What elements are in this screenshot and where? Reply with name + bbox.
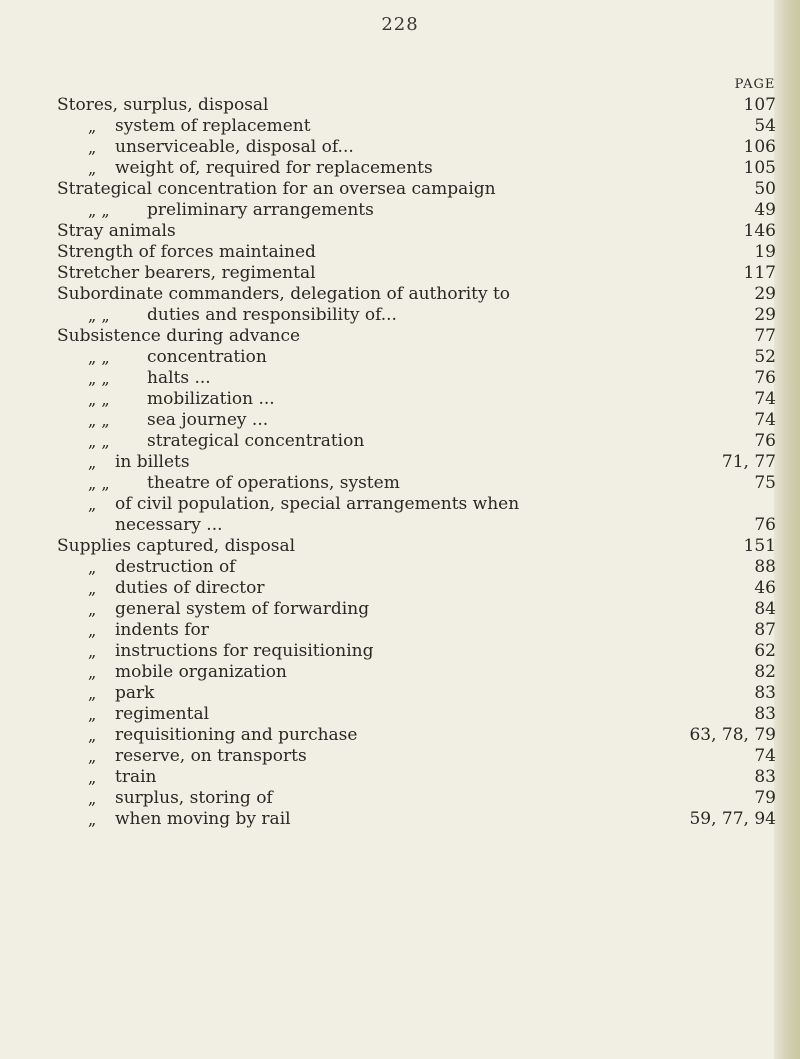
ditto-mark: „ „	[88, 201, 110, 220]
entry-text: Stretcher bearers, regimental	[57, 263, 316, 283]
entry-text: necessary ...	[115, 515, 223, 535]
index-entry	[0, 746, 800, 767]
index-entry	[0, 578, 800, 599]
entry-text: mobile organization	[115, 662, 287, 682]
page-reference: 146	[743, 221, 776, 241]
ditto-mark: „	[88, 579, 97, 598]
entry-text: surplus, storing of	[115, 788, 273, 808]
page-reference: 76	[754, 431, 776, 451]
ditto-mark: „	[88, 684, 97, 703]
index-entry	[0, 305, 800, 326]
index-entry	[0, 725, 800, 746]
entry-text: system of replacement	[115, 116, 311, 136]
page-reference: 83	[754, 704, 776, 724]
ditto-mark: „ „	[88, 411, 110, 430]
index-entry	[0, 683, 800, 704]
entry-text: in billets	[115, 452, 190, 472]
page-reference: 77	[754, 326, 776, 346]
page-reference: 46	[754, 578, 776, 598]
index-entry	[0, 599, 800, 620]
page-reference: 19	[754, 242, 776, 262]
page-reference: 52	[754, 347, 776, 367]
entry-text: preliminary arrangements	[147, 200, 374, 220]
index-entry	[0, 431, 800, 452]
index-entry	[0, 326, 800, 347]
entry-text: Strength of forces maintained	[57, 242, 316, 262]
index-entry	[0, 347, 800, 368]
page-reference: 74	[754, 746, 776, 766]
index-entry	[0, 704, 800, 725]
index-entry	[0, 494, 800, 515]
index-entry	[0, 557, 800, 578]
ditto-mark: „	[88, 642, 97, 661]
index-entry	[0, 767, 800, 788]
ditto-mark: „	[88, 747, 97, 766]
page-reference: 59, 77, 94	[689, 809, 776, 829]
ditto-mark: „	[88, 600, 97, 619]
page-reference: 106	[743, 137, 776, 157]
entry-text: instructions for requisitioning	[115, 641, 374, 661]
ditto-mark: „	[88, 768, 97, 787]
index-entry	[0, 221, 800, 242]
page-reference: 74	[754, 389, 776, 409]
entry-text: Subordinate commanders, delegation of authority to	[57, 284, 511, 304]
ditto-mark: „ „	[88, 369, 110, 388]
ditto-mark: „	[88, 117, 97, 136]
page-reference: 75	[754, 473, 776, 493]
entry-text: park	[115, 683, 155, 703]
page-reference: 49	[754, 200, 776, 220]
index-entry	[0, 158, 800, 179]
entry-text: halts ...	[147, 368, 211, 388]
entry-text: Stray animals	[57, 221, 176, 241]
page-number: 228	[381, 14, 419, 35]
page-reference: 88	[754, 557, 776, 577]
entry-text: sea journey ...	[147, 410, 269, 430]
entry-text: train	[115, 767, 157, 787]
page-reference: 84	[754, 599, 776, 619]
index-entry	[0, 389, 800, 410]
index-list	[0, 95, 800, 830]
entry-text: Supplies captured, disposal	[57, 536, 296, 556]
index-entry	[0, 641, 800, 662]
index-entry	[0, 116, 800, 137]
index-entry	[0, 242, 800, 263]
index-entry	[0, 284, 800, 305]
page-reference: 71, 77	[721, 452, 776, 472]
entry-text: reserve, on transports	[115, 746, 307, 766]
page-reference: 82	[754, 662, 776, 682]
page-reference: 83	[754, 767, 776, 787]
page-reference: 79	[754, 788, 776, 808]
entry-text: indents for	[115, 620, 209, 640]
ditto-mark: „ „	[88, 432, 110, 451]
index-entry	[0, 410, 800, 431]
index-entry	[0, 515, 800, 536]
page-reference: 83	[754, 683, 776, 703]
entry-text: when moving by rail	[115, 809, 291, 829]
ditto-mark: „	[88, 663, 97, 682]
page-reference: 76	[754, 515, 776, 535]
entry-text: Stores, surplus, disposal	[57, 95, 269, 115]
index-entry	[0, 473, 800, 494]
entry-text: weight of, required for replacements	[115, 158, 433, 178]
ditto-mark: „	[88, 789, 97, 808]
page-reference: 76	[754, 368, 776, 388]
entry-text: destruction of	[115, 557, 236, 577]
entry-text: Strategical concentration for an oversea campaign	[57, 179, 496, 199]
ditto-mark: „ „	[88, 474, 110, 493]
entry-text: Subsistence during advance	[57, 326, 301, 346]
page-reference: 54	[754, 116, 776, 136]
page-reference: 87	[754, 620, 776, 640]
index-entry	[0, 452, 800, 473]
ditto-mark: „ „	[88, 306, 110, 325]
ditto-mark: „	[88, 705, 97, 724]
entry-text: concentration	[147, 347, 267, 367]
index-entry	[0, 263, 800, 284]
entry-text: duties and responsibility of...	[147, 305, 397, 325]
index-entry	[0, 137, 800, 158]
index-entry	[0, 179, 800, 200]
entry-text: general system of forwarding	[115, 599, 370, 619]
page-reference: 63, 78, 79	[689, 725, 776, 745]
index-entry	[0, 536, 800, 557]
index-entry	[0, 662, 800, 683]
index-entry	[0, 620, 800, 641]
index-entry	[0, 95, 800, 116]
entry-text: regimental	[115, 704, 210, 724]
page-reference: 117	[743, 263, 776, 283]
page-reference: 107	[743, 95, 776, 115]
entry-text: theatre of operations, system	[147, 473, 400, 493]
page-reference: 74	[754, 410, 776, 430]
index-entry	[0, 368, 800, 389]
page-reference: 105	[743, 158, 776, 178]
page-reference: 151	[743, 536, 776, 556]
ditto-mark: „	[88, 453, 97, 472]
page-reference: 62	[754, 641, 776, 661]
page-reference: 29	[754, 305, 776, 325]
entry-text: unserviceable, disposal of...	[115, 137, 354, 157]
ditto-mark: „	[88, 726, 97, 745]
index-entry	[0, 200, 800, 221]
entry-text: requisitioning and purchase	[115, 725, 358, 745]
ditto-mark: „	[88, 621, 97, 640]
entry-text: strategical concentration	[147, 431, 365, 451]
ditto-mark: „	[88, 159, 97, 178]
ditto-mark: „	[88, 495, 97, 514]
index-entry	[0, 809, 800, 830]
page-reference: 29	[754, 284, 776, 304]
index-entry	[0, 788, 800, 809]
ditto-mark: „	[88, 138, 97, 157]
page-column-header: PAGE	[734, 77, 776, 92]
ditto-mark: „	[88, 558, 97, 577]
page-reference: 50	[754, 179, 776, 199]
entry-text: mobilization ...	[147, 389, 275, 409]
ditto-mark: „ „	[88, 390, 110, 409]
ditto-mark: „ „	[88, 348, 110, 367]
ditto-mark: „	[88, 810, 97, 829]
entry-text: of civil population, special arrangements when	[115, 494, 520, 514]
entry-text: duties of director	[115, 578, 265, 598]
